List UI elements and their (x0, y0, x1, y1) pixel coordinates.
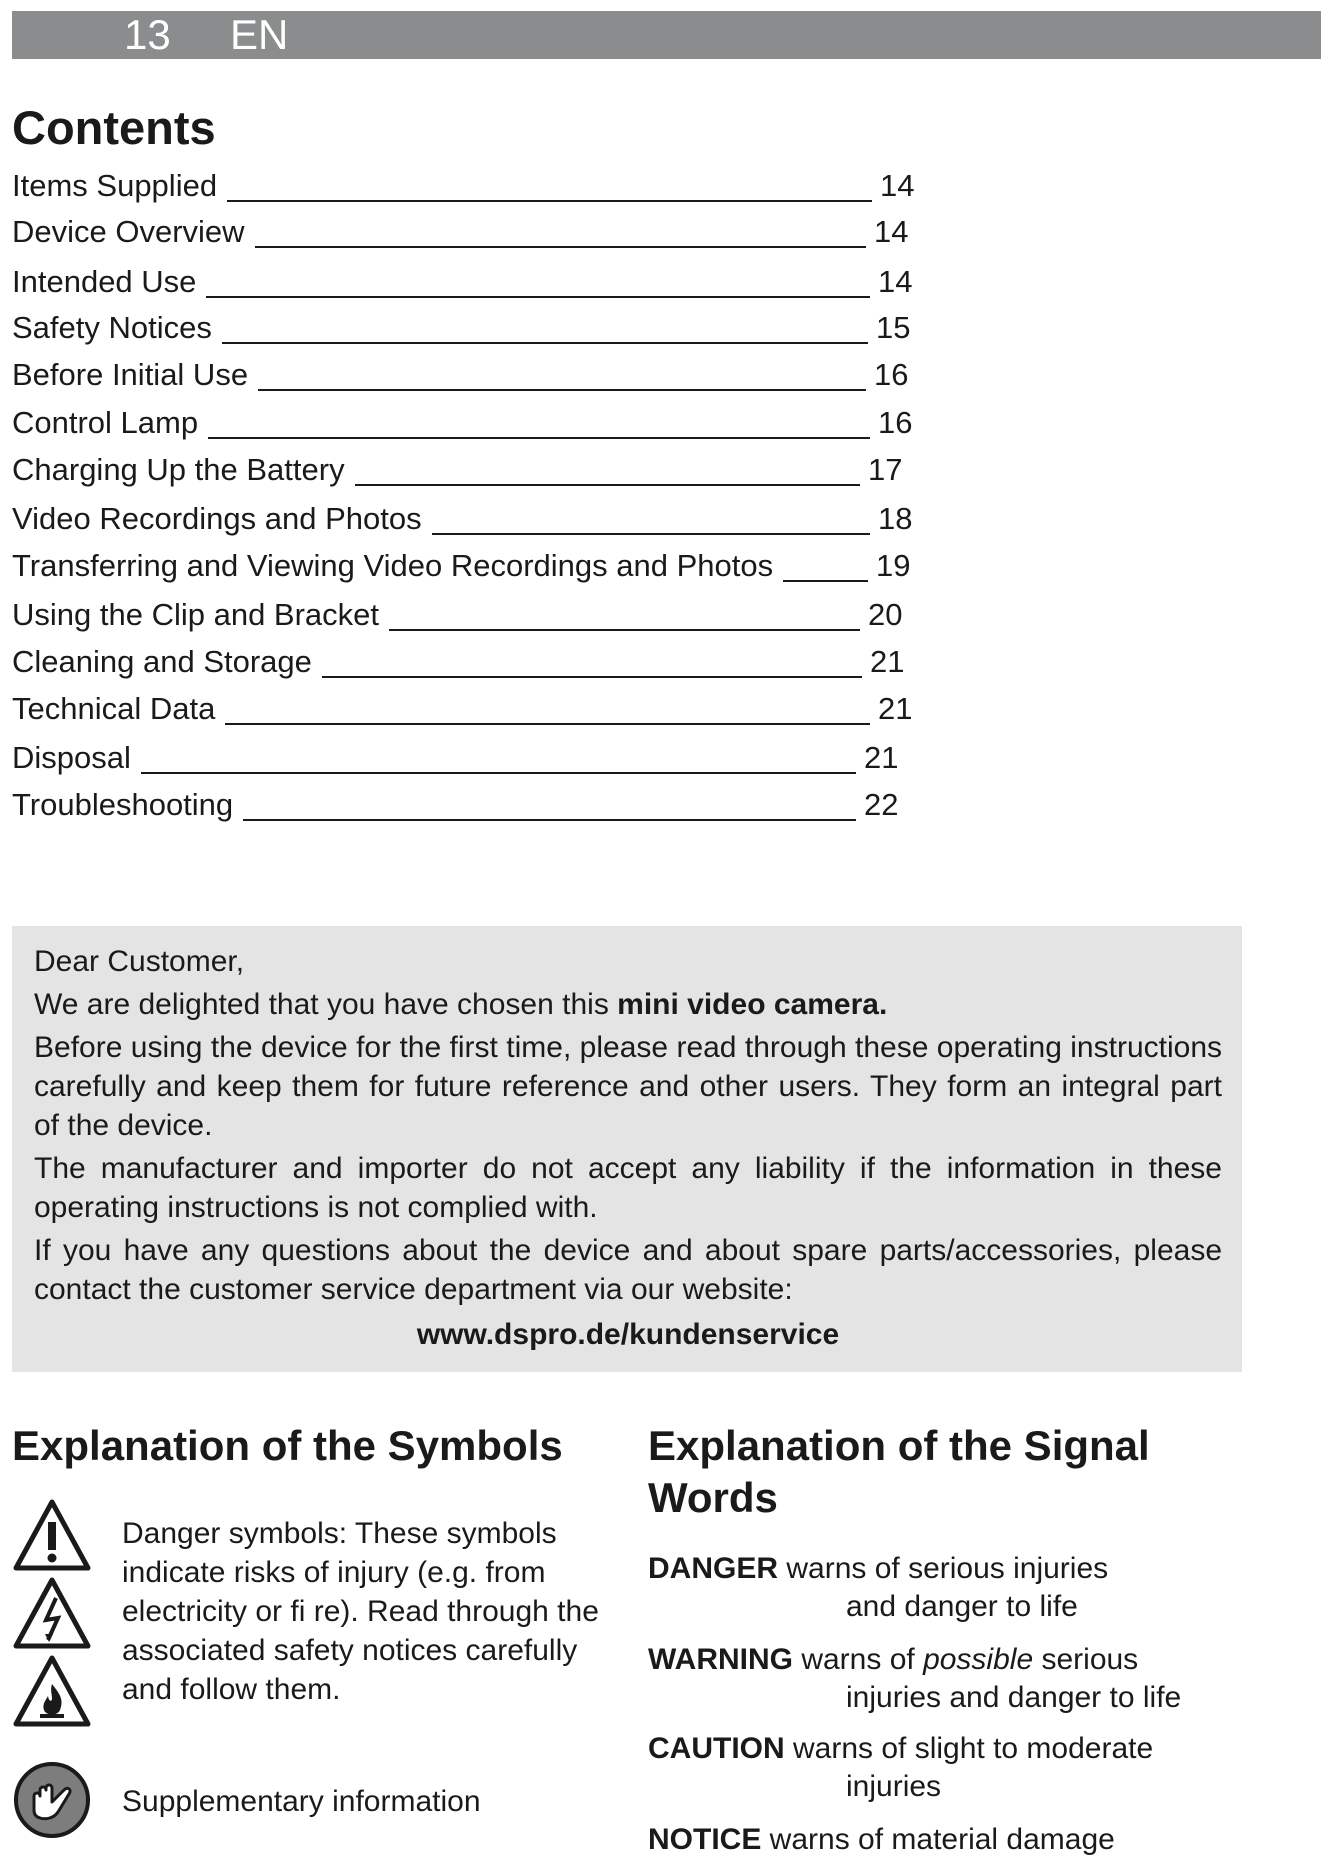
toc-leader-line (389, 629, 860, 631)
intro-paragraph-liability: The manufacturer and importer do not accept any liability if the information in these operating instructions is not complied with. (34, 1152, 1222, 1224)
toc-entry-page: 17 (868, 452, 903, 487)
signal-caution-text: warns of slight to moderate (784, 1732, 1154, 1765)
toc-leader-line (255, 246, 866, 248)
supplementary-info-label: Supplementary information (122, 1785, 481, 1818)
signal-danger-text: warns of serious injuries (778, 1552, 1109, 1585)
signal-word-warning: WARNING (648, 1643, 793, 1676)
toc-leader-line (227, 200, 872, 202)
intro-paragraph-questions: If you have any questions about the device and about spare parts/accessories, please contact the customer service department via our website: (34, 1234, 1222, 1306)
toc-entry-title: Control Lamp (12, 405, 199, 440)
toc-entry-title: Intended Use (12, 264, 197, 299)
signal-warning-text-cont: injuries and danger to life (846, 1681, 1182, 1714)
signal-warning-text: warns of (793, 1643, 924, 1676)
toc-entry-page: 19 (876, 548, 911, 583)
signal-warning-text-2: serious (1033, 1643, 1139, 1676)
toc-entry-page: 14 (878, 264, 913, 299)
toc-leader-line (206, 296, 870, 298)
toc-entry[interactable] (12, 262, 912, 306)
toc-entry-title: Cleaning and Storage (12, 644, 312, 679)
toc-leader-line (243, 819, 856, 821)
signal-notice (648, 1821, 1288, 1859)
intro-line1-text: We are delighted that you have chosen this (34, 988, 618, 1021)
signal-words-section (648, 1420, 1288, 1856)
language-code: EN (230, 11, 289, 58)
toc-entry[interactable] (12, 738, 912, 782)
product-name: mini video camera. (617, 988, 888, 1021)
toc-entry-title: Safety Notices (12, 310, 212, 345)
toc-entry-page: 21 (878, 691, 913, 726)
signal-notice-text: warns of material damage (761, 1823, 1115, 1856)
toc-entry-title: Before Initial Use (12, 357, 249, 392)
toc-entry-page: 16 (874, 357, 909, 392)
danger-symbols-description: Danger symbols: These symbols indicate risks of injury (e.g. from electricity or fi re). Read through the associated safety notices carefully and follow them. (122, 1517, 599, 1706)
toc-entry[interactable] (12, 212, 912, 256)
page-number: 13 (124, 11, 171, 58)
toc-entry-page: 22 (864, 787, 899, 822)
signal-warning-emphasis: possible (923, 1643, 1034, 1676)
toc-leader-line (258, 389, 866, 391)
toc-leader-line (222, 342, 868, 344)
toc-entry-title: Troubleshooting (12, 787, 234, 822)
toc-entry-title: Technical Data (12, 691, 216, 726)
toc-entry[interactable] (12, 499, 912, 543)
symbols-section (12, 1420, 612, 1818)
toc-leader-line (783, 580, 868, 582)
toc-entry-page: 20 (868, 597, 903, 632)
toc-entry-page: 16 (878, 405, 913, 440)
toc-entry-title: Using the Clip and Bracket (12, 597, 380, 632)
signal-warning (648, 1641, 1288, 1717)
toc-entry-title: Disposal (12, 740, 131, 775)
toc-entry[interactable] (12, 450, 912, 494)
toc-entry-title: Video Recordings and Photos (12, 501, 422, 536)
toc-entry[interactable] (12, 166, 915, 210)
signal-danger-text-cont: and danger to life (846, 1590, 1078, 1623)
toc-entry[interactable] (12, 642, 912, 686)
toc-entry-page: 21 (870, 644, 905, 679)
signal-word-caution: CAUTION (648, 1732, 785, 1765)
toc-entry-page: 15 (876, 310, 911, 345)
toc-entry[interactable] (12, 689, 912, 733)
page-header-bar (12, 11, 1321, 59)
toc-entry-page: 18 (878, 501, 913, 536)
toc-leader-line (208, 437, 870, 439)
toc-entry-page: 14 (880, 168, 915, 203)
toc-entry-title: Charging Up the Battery (12, 452, 345, 487)
contents-title: Contents (12, 101, 216, 154)
toc-entry[interactable] (12, 308, 912, 352)
signal-words-title: Explanation of the Signal Words (648, 1422, 1150, 1521)
toc-leader-line (355, 484, 860, 486)
signal-caution (648, 1730, 1288, 1806)
hand-pointing-icon (12, 1760, 92, 1840)
toc-entry-page: 14 (874, 214, 909, 249)
danger-icons (12, 1498, 96, 1732)
electric-hazard-icon (12, 1576, 92, 1650)
service-url-link[interactable]: www.dspro.de/kundenservice (416, 1318, 840, 1351)
signal-word-notice: NOTICE (648, 1823, 762, 1856)
warning-triangle-icon (12, 1498, 92, 1572)
symbols-title: Explanation of the Symbols (12, 1422, 563, 1469)
toc-entry[interactable] (12, 403, 912, 447)
intro-paragraph-read: Before using the device for the first time, please read through these operating instructions carefully and keep them for future reference and other users. They form an integral part of the device. (34, 1031, 1222, 1142)
toc-leader-line (225, 723, 870, 725)
toc-entry[interactable] (12, 546, 912, 590)
toc-leader-line (141, 772, 856, 774)
toc-entry[interactable] (12, 785, 912, 829)
customer-intro-box (12, 926, 1242, 1372)
fire-hazard-icon (12, 1654, 92, 1728)
toc-entry-title: Transferring and Viewing Video Recordings and Photos (12, 548, 774, 583)
signal-word-danger: DANGER (648, 1552, 779, 1585)
toc-leader-line (322, 676, 862, 678)
toc-entry-title: Device Overview (12, 214, 245, 249)
toc-entry[interactable] (12, 355, 912, 399)
toc-entry-title: Items Supplied (12, 168, 218, 203)
intro-line1 (34, 985, 1222, 1024)
toc-entry[interactable] (12, 595, 912, 639)
signal-caution-text-cont: injuries (846, 1770, 942, 1803)
intro-greeting: Dear Customer, (34, 945, 245, 978)
toc-leader-line (432, 533, 870, 535)
signal-danger (648, 1550, 1288, 1626)
toc-entry-page: 21 (864, 740, 899, 775)
